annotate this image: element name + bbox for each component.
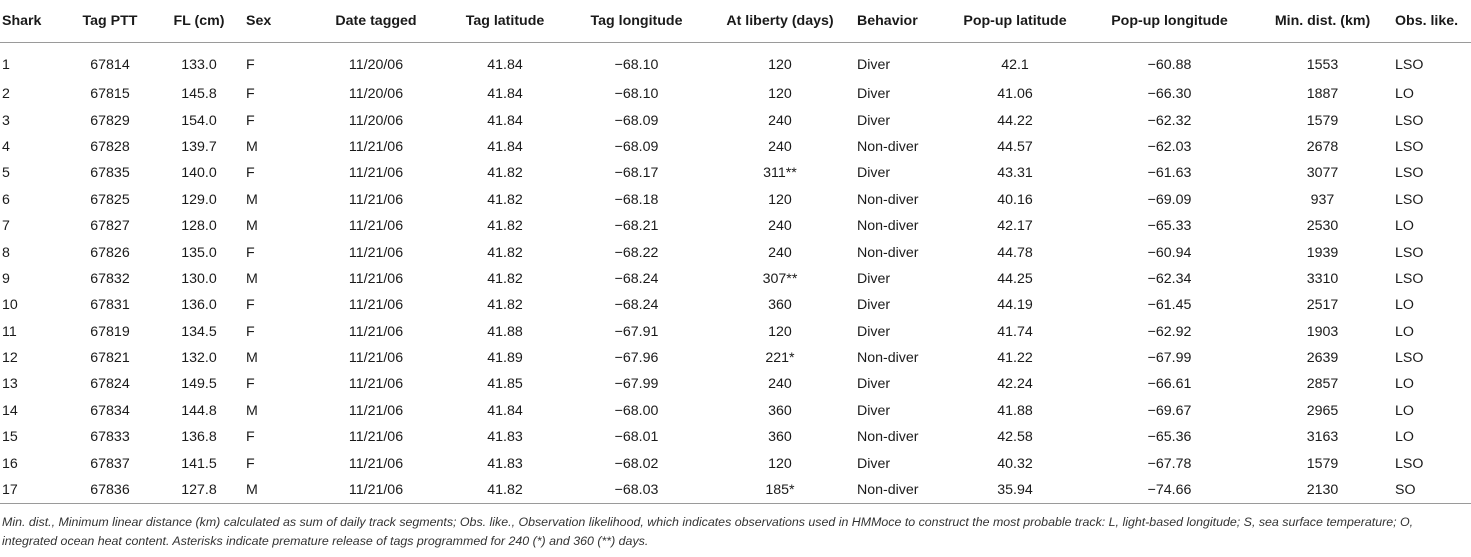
cell-tag-ptt: 67835 xyxy=(90,165,130,182)
cell-tag-latitude: 41.84 xyxy=(487,138,523,155)
cell-min-dist-km: 2639 xyxy=(1306,350,1339,367)
cell-fl-cm: 154.0 xyxy=(181,112,217,129)
cell-min-dist-km: 2517 xyxy=(1306,297,1339,314)
cell-tag-ptt: 67827 xyxy=(90,218,130,235)
cell-shark: 13 xyxy=(2,376,18,393)
cell-at-liberty-days: 240 xyxy=(768,218,792,235)
cell-obs-like: LSO xyxy=(1395,455,1424,472)
cell-obs-like: LSO xyxy=(1395,270,1424,287)
header-fl-cm: FL (cm) xyxy=(156,0,242,43)
cell-popup-latitude: 41.22 xyxy=(997,350,1033,367)
cell-at-liberty-days: 185* xyxy=(707,477,853,504)
cell-date-tagged: 11/21/06 xyxy=(348,455,404,472)
cell-tag-latitude: 41.82 xyxy=(444,477,566,504)
cell-popup-longitude: −61.45 xyxy=(1147,297,1192,314)
cell-popup-longitude: −62.32 xyxy=(1147,112,1192,129)
cell-min-dist-km: 1579 xyxy=(1306,455,1339,472)
cell-fl-cm: 145.8 xyxy=(181,86,217,103)
cell-popup-longitude: −62.03 xyxy=(1147,138,1192,155)
cell-date-tagged: 11/21/06 xyxy=(348,402,404,419)
header-tag-latitude: Tag latitude xyxy=(444,0,566,43)
cell-popup-latitude: 40.16 xyxy=(997,191,1033,208)
cell-shark: 14 xyxy=(2,402,18,419)
cell-date-tagged: 11/21/06 xyxy=(348,297,404,314)
cell-tag-longitude: −68.02 xyxy=(614,455,659,472)
cell-tag-latitude: 41.85 xyxy=(487,376,523,393)
cell-fl-cm: 149.5 xyxy=(181,376,217,393)
cell-tag-longitude: −68.10 xyxy=(614,86,659,103)
cell-tag-longitude: −68.22 xyxy=(614,244,659,261)
cell-popup-longitude: −67.99 xyxy=(1147,350,1192,367)
cell-date-tagged: 11/21/06 xyxy=(348,138,404,155)
cell-tag-ptt: 67815 xyxy=(90,86,130,103)
cell-fl-cm: 144.8 xyxy=(181,402,217,419)
cell-behavior: Non-diver xyxy=(857,218,919,235)
cell-tag-longitude: −67.99 xyxy=(614,376,659,393)
cell-date-tagged: 11/21/06 xyxy=(348,429,404,446)
table-row xyxy=(0,239,1471,265)
cell-tag-ptt: 67828 xyxy=(90,138,130,155)
header-sex: Sex xyxy=(242,0,308,43)
cell-min-dist-km: 1579 xyxy=(1306,112,1339,129)
cell-popup-longitude: −67.78 xyxy=(1147,455,1192,472)
cell-popup-longitude: −66.61 xyxy=(1147,376,1192,393)
cell-popup-latitude: 42.58 xyxy=(997,429,1033,446)
cell-obs-like: LSO xyxy=(1395,165,1424,182)
cell-at-liberty-days: 360 xyxy=(768,429,792,446)
cell-date-tagged: 11/21/06 xyxy=(348,165,404,182)
cell-tag-ptt: 67832 xyxy=(90,270,130,287)
cell-min-dist-km: 2678 xyxy=(1306,138,1339,155)
cell-tag-ptt: 67824 xyxy=(90,376,130,393)
cell-shark: 1 xyxy=(2,57,10,73)
header-popup-latitude: Pop-up latitude xyxy=(945,0,1085,43)
table-row xyxy=(0,81,1471,107)
cell-popup-latitude: 41.74 xyxy=(997,323,1033,340)
cell-fl-cm: 139.7 xyxy=(181,138,217,155)
cell-sex: F xyxy=(246,455,255,472)
table-row xyxy=(0,424,1471,450)
cell-obs-like: LO xyxy=(1395,323,1414,340)
cell-at-liberty-days: 360 xyxy=(768,297,792,314)
table-row xyxy=(0,371,1471,397)
table-row xyxy=(0,43,1471,82)
cell-tag-latitude: 41.83 xyxy=(487,455,523,472)
cell-at-liberty-days: 120 xyxy=(768,57,792,73)
cell-popup-latitude: 42.1 xyxy=(1001,57,1029,73)
cell-obs-like: SO xyxy=(1391,477,1471,504)
cell-tag-ptt: 67814 xyxy=(90,57,130,73)
cell-fl-cm: 136.0 xyxy=(181,297,217,314)
cell-popup-latitude: 44.25 xyxy=(997,270,1033,287)
header-min-dist-km: Min. dist. (km) xyxy=(1254,0,1391,43)
cell-behavior: Diver xyxy=(857,376,891,393)
cell-tag-longitude: −68.10 xyxy=(614,57,659,73)
cell-min-dist-km: 3310 xyxy=(1306,270,1339,287)
cell-popup-longitude: −74.66 xyxy=(1085,477,1254,504)
cell-tag-latitude: 41.82 xyxy=(487,218,523,235)
cell-tag-ptt: 67836 xyxy=(64,477,156,504)
cell-tag-ptt: 67833 xyxy=(90,429,130,446)
cell-obs-like: LO xyxy=(1395,86,1414,103)
table-row xyxy=(0,187,1471,213)
cell-obs-like: LSO xyxy=(1395,244,1424,261)
cell-date-tagged: 11/21/06 xyxy=(348,218,404,235)
cell-at-liberty-days: 120 xyxy=(768,323,792,340)
cell-tag-longitude: −68.00 xyxy=(614,402,659,419)
cell-shark: 16 xyxy=(2,455,18,472)
cell-shark: 12 xyxy=(2,350,18,367)
cell-date-tagged: 11/21/06 xyxy=(348,323,404,340)
cell-behavior: Non-diver xyxy=(857,191,919,208)
cell-tag-longitude: −68.21 xyxy=(614,218,659,235)
cell-at-liberty-days: 360 xyxy=(768,402,792,419)
cell-sex: F xyxy=(246,112,255,129)
cell-fl-cm: 132.0 xyxy=(181,350,217,367)
cell-sex: M xyxy=(246,218,258,235)
cell-tag-latitude: 41.82 xyxy=(487,165,523,182)
cell-sex: M xyxy=(246,191,258,208)
cell-popup-latitude: 42.24 xyxy=(997,376,1033,393)
cell-tag-latitude: 41.84 xyxy=(487,402,523,419)
table-row xyxy=(0,319,1471,345)
cell-fl-cm: 133.0 xyxy=(181,57,217,73)
cell-tag-longitude: −68.01 xyxy=(614,429,659,446)
cell-obs-like: LSO xyxy=(1395,191,1424,208)
cell-fl-cm: 136.8 xyxy=(181,429,217,446)
cell-shark: 6 xyxy=(2,191,10,208)
cell-sex: F xyxy=(246,57,255,73)
cell-at-liberty-days: 311** xyxy=(763,165,797,182)
cell-fl-cm: 127.8 xyxy=(156,477,242,504)
cell-tag-ptt: 67819 xyxy=(90,323,130,340)
cell-at-liberty-days: 240 xyxy=(768,138,792,155)
cell-obs-like: LSO xyxy=(1395,138,1424,155)
cell-min-dist-km: 2130 xyxy=(1254,477,1391,504)
cell-min-dist-km: 1553 xyxy=(1306,57,1339,73)
table-row xyxy=(0,213,1471,239)
cell-popup-latitude: 41.88 xyxy=(997,402,1033,419)
cell-popup-longitude: −69.09 xyxy=(1147,191,1192,208)
cell-behavior: Diver xyxy=(857,112,891,129)
cell-at-liberty-days: 307** xyxy=(762,270,798,287)
cell-at-liberty-days: 221* xyxy=(765,350,795,367)
cell-min-dist-km: 1903 xyxy=(1306,323,1339,340)
cell-tag-longitude: −68.18 xyxy=(614,191,659,208)
cell-popup-latitude: 44.78 xyxy=(997,244,1033,261)
cell-sex: F xyxy=(246,86,255,103)
cell-obs-like: LO xyxy=(1395,429,1414,446)
table-row xyxy=(0,477,1471,504)
table-body xyxy=(0,43,1471,504)
cell-obs-like: LO xyxy=(1395,402,1414,419)
cell-tag-ptt: 67834 xyxy=(90,402,130,419)
cell-sex: F xyxy=(246,165,255,182)
cell-shark: 8 xyxy=(2,244,10,261)
cell-behavior: Diver xyxy=(857,297,891,314)
cell-behavior: Non-diver xyxy=(857,244,919,261)
header-at-liberty-days: At liberty (days) xyxy=(707,0,853,43)
cell-popup-longitude: −61.63 xyxy=(1147,165,1192,182)
cell-tag-longitude: −67.91 xyxy=(614,323,659,340)
cell-date-tagged: 11/21/06 xyxy=(348,244,404,261)
cell-fl-cm: 128.0 xyxy=(181,218,217,235)
cell-popup-longitude: −60.94 xyxy=(1147,244,1192,261)
cell-sex: F xyxy=(246,244,255,261)
cell-tag-ptt: 67831 xyxy=(90,297,130,314)
cell-behavior: Non-diver xyxy=(857,350,919,367)
cell-tag-ptt: 67821 xyxy=(90,350,130,367)
cell-behavior: Diver xyxy=(857,165,891,182)
cell-popup-latitude: 41.06 xyxy=(997,86,1033,103)
cell-date-tagged: 11/20/06 xyxy=(348,57,404,73)
cell-shark: 7 xyxy=(2,218,10,235)
cell-fl-cm: 140.0 xyxy=(181,165,217,182)
cell-tag-longitude: −68.03 xyxy=(566,477,707,504)
cell-at-liberty-days: 120 xyxy=(768,191,792,208)
header-date-tagged: Date tagged xyxy=(308,0,444,43)
cell-popup-latitude: 44.22 xyxy=(997,112,1033,129)
table-row xyxy=(0,107,1471,133)
cell-fl-cm: 141.5 xyxy=(181,455,217,472)
cell-tag-latitude: 41.82 xyxy=(487,244,523,261)
cell-sex: F xyxy=(246,323,255,340)
cell-shark: 9 xyxy=(2,270,10,287)
cell-behavior: Diver xyxy=(857,402,891,419)
cell-tag-ptt: 67829 xyxy=(90,112,130,129)
cell-obs-like: LSO xyxy=(1395,350,1424,367)
cell-fl-cm: 135.0 xyxy=(181,244,217,261)
cell-at-liberty-days: 240 xyxy=(768,112,792,129)
cell-sex: M xyxy=(246,350,258,367)
cell-popup-latitude: 43.31 xyxy=(997,165,1033,182)
table-row xyxy=(0,398,1471,424)
cell-shark: 15 xyxy=(2,429,18,446)
cell-fl-cm: 134.5 xyxy=(181,323,217,340)
cell-popup-longitude: −65.33 xyxy=(1147,218,1192,235)
cell-popup-latitude: 35.94 xyxy=(945,477,1085,504)
cell-popup-longitude: −69.67 xyxy=(1147,402,1192,419)
header-obs-like: Obs. like. xyxy=(1391,0,1471,43)
cell-tag-latitude: 41.82 xyxy=(487,297,523,314)
cell-min-dist-km: 3077 xyxy=(1306,165,1339,182)
cell-at-liberty-days: 120 xyxy=(768,86,792,103)
cell-tag-longitude: −68.17 xyxy=(614,165,659,182)
cell-date-tagged: 11/20/06 xyxy=(348,86,404,103)
cell-sex: F xyxy=(246,297,255,314)
cell-shark: 11 xyxy=(2,323,17,340)
cell-obs-like: LO xyxy=(1395,376,1414,393)
cell-tag-latitude: 41.89 xyxy=(487,350,523,367)
header-tag-longitude: Tag longitude xyxy=(566,0,707,43)
cell-popup-longitude: −65.36 xyxy=(1147,429,1192,446)
cell-sex: M xyxy=(246,270,258,287)
cell-behavior: Diver xyxy=(857,57,891,73)
header-popup-longitude: Pop-up longitude xyxy=(1085,0,1254,43)
cell-at-liberty-days: 240 xyxy=(768,244,792,261)
cell-behavior: Non-diver xyxy=(857,138,919,155)
cell-fl-cm: 129.0 xyxy=(181,191,217,208)
cell-min-dist-km: 937 xyxy=(1310,191,1335,208)
cell-popup-latitude: 42.17 xyxy=(997,218,1033,235)
cell-at-liberty-days: 120 xyxy=(768,455,792,472)
cell-fl-cm: 130.0 xyxy=(181,270,217,287)
header-behavior: Behavior xyxy=(853,0,945,43)
header-row xyxy=(0,0,1471,43)
cell-date-tagged: 11/21/06 xyxy=(348,191,404,208)
cell-sex: F xyxy=(246,429,255,446)
cell-sex: M xyxy=(246,138,258,155)
cell-min-dist-km: 3163 xyxy=(1306,429,1339,446)
cell-min-dist-km: 1887 xyxy=(1306,86,1339,103)
cell-shark: 4 xyxy=(2,138,10,155)
cell-popup-longitude: −66.30 xyxy=(1147,86,1192,103)
cell-tag-latitude: 41.82 xyxy=(487,191,523,208)
cell-behavior: Non-diver xyxy=(857,429,919,446)
cell-min-dist-km: 2530 xyxy=(1306,218,1339,235)
cell-tag-ptt: 67826 xyxy=(90,244,130,261)
cell-obs-like: LO xyxy=(1395,297,1414,314)
cell-date-tagged: 11/21/06 xyxy=(348,350,404,367)
cell-shark: 3 xyxy=(2,112,10,129)
cell-tag-longitude: −68.24 xyxy=(614,270,659,287)
cell-obs-like: LSO xyxy=(1395,112,1424,129)
cell-tag-longitude: −67.96 xyxy=(614,350,659,367)
cell-tag-latitude: 41.84 xyxy=(487,112,523,129)
cell-sex: M xyxy=(246,402,258,419)
cell-tag-latitude: 41.88 xyxy=(487,323,523,340)
cell-tag-ptt: 67825 xyxy=(90,191,130,208)
cell-popup-latitude: 44.19 xyxy=(997,297,1033,314)
cell-tag-ptt: 67837 xyxy=(90,455,130,472)
cell-behavior: Non-diver xyxy=(853,477,945,504)
cell-popup-longitude: −62.34 xyxy=(1147,270,1192,287)
header-shark: Shark xyxy=(0,0,64,43)
cell-tag-longitude: −68.09 xyxy=(614,112,659,129)
table-row xyxy=(0,292,1471,318)
table-footnote: Min. dist., Minimum linear distance (km) calculated as sum of daily track segments; Obs. like., Observation likelihood, which indicates observations used in HMMoce to construct the most probable track: L, light-based longitude; S, sea surface temperature; O, integrated ocean heat content. Asterisks indicate premature release of tags programmed for 240 (*) and 360 (**) days. xyxy=(2,515,1414,548)
header-tag-ptt: Tag PTT xyxy=(64,0,156,43)
cell-date-tagged: 11/20/06 xyxy=(348,112,404,129)
cell-date-tagged: 11/21/06 xyxy=(348,270,404,287)
cell-popup-longitude: −62.92 xyxy=(1147,323,1192,340)
cell-popup-longitude: −60.88 xyxy=(1147,57,1192,73)
cell-tag-latitude: 41.84 xyxy=(487,86,523,103)
cell-tag-latitude: 41.83 xyxy=(487,429,523,446)
cell-obs-like: LO xyxy=(1395,218,1414,235)
cell-shark: 10 xyxy=(2,297,18,314)
cell-tag-longitude: −68.24 xyxy=(614,297,659,314)
table-row xyxy=(0,345,1471,371)
cell-obs-like: LSO xyxy=(1395,57,1424,73)
table-header xyxy=(0,0,1471,43)
cell-min-dist-km: 2857 xyxy=(1306,376,1339,393)
table-row xyxy=(0,160,1471,186)
cell-date-tagged: 11/21/06 xyxy=(348,376,404,393)
cell-behavior: Diver xyxy=(857,270,891,287)
cell-tag-latitude: 41.84 xyxy=(487,57,523,73)
cell-behavior: Diver xyxy=(857,323,891,340)
cell-behavior: Diver xyxy=(857,455,891,472)
cell-popup-latitude: 40.32 xyxy=(997,455,1033,472)
table-row xyxy=(0,450,1471,476)
cell-popup-latitude: 44.57 xyxy=(997,138,1033,155)
cell-sex: M xyxy=(242,477,308,504)
table-row xyxy=(0,134,1471,160)
cell-behavior: Diver xyxy=(857,86,891,103)
cell-shark: 2 xyxy=(2,86,10,103)
cell-tag-latitude: 41.82 xyxy=(487,270,523,287)
cell-min-dist-km: 2965 xyxy=(1306,402,1339,419)
cell-shark: 5 xyxy=(2,165,10,182)
table-row xyxy=(0,266,1471,292)
cell-date-tagged: 11/21/06 xyxy=(308,477,444,504)
cell-shark: 17 xyxy=(0,477,64,504)
cell-tag-longitude: −68.09 xyxy=(614,138,659,155)
cell-at-liberty-days: 240 xyxy=(768,376,792,393)
cell-min-dist-km: 1939 xyxy=(1306,244,1339,261)
cell-sex: F xyxy=(246,376,255,393)
